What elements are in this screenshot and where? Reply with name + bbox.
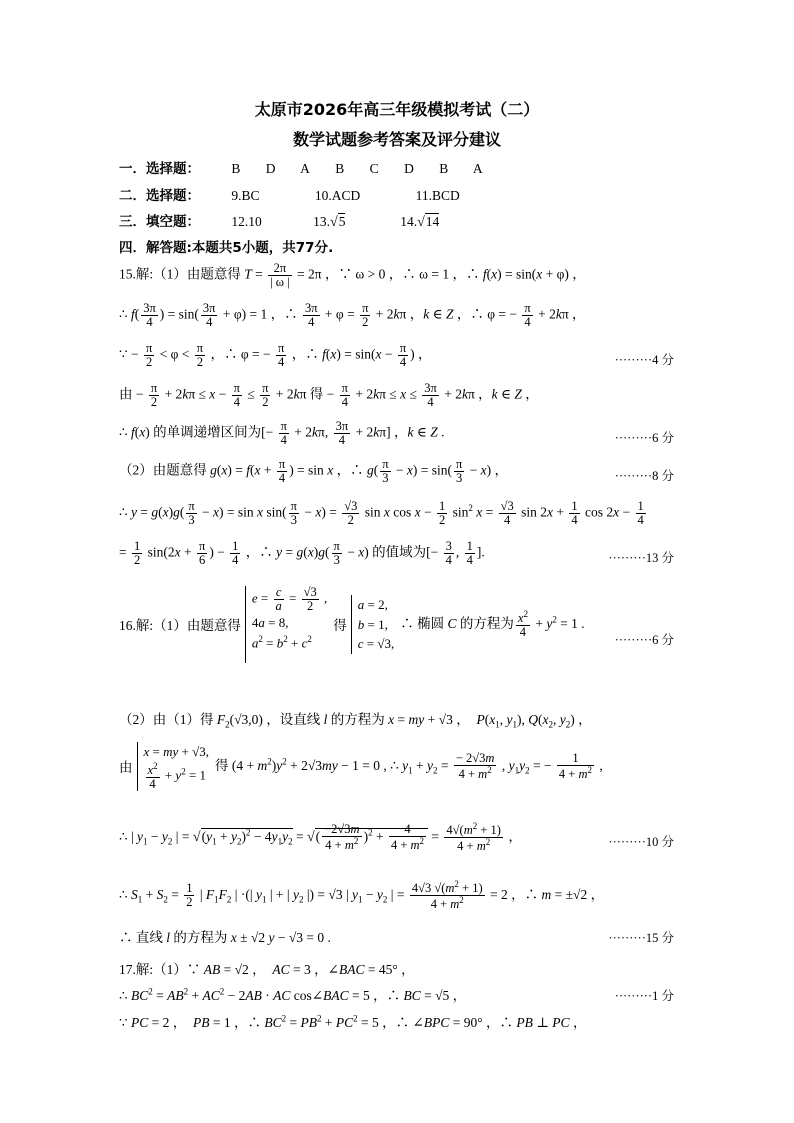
q13-label: 13.	[313, 214, 330, 229]
q17-intro: 17.解:（1）	[119, 962, 187, 977]
section-3-label: 三．填空题：	[119, 214, 200, 230]
q15-line-8: = $\frac{1}{2}$ sin(2x + $\frac{\pi}{6}$ ) − $\frac{1}{4}$ ，∴ y = g(x)g( $\frac{\pi}{3}$ − x) 的值域为[− $\frac{3}{4}$ , $\frac{1}{4}$ ].	[119, 539, 485, 568]
answer-8: A	[472, 161, 483, 176]
q17-score-1: ·········1 分	[614, 989, 674, 1003]
q15-line-7: ∴ y = g(x)g( $\frac{\pi}{3}$ − x) = sin x sin( $\frac{\pi}{3}$ − x) = $\frac{√3}{2}$ sin x cos x − $\frac{1}{2}$ $\sin^2 x$ = $\frac{√3}{4}$ sin 2x + $\frac{1}{4}$ cos 2x − $\frac{1}{4}$	[119, 499, 644, 528]
section-1-label: 一．选择题：	[119, 161, 200, 177]
q15-score-4: ·········4 分	[614, 353, 674, 367]
section-1-row	[119, 157, 505, 177]
q15-line-6: （2）由题意得 g(x) = f(x + $\frac{\pi}{4}$ ) = sin x ，∴ g( $\frac{\pi}{3}$ − x) = sin( $\frac{\pi}{3}$ − x) ，	[119, 457, 509, 486]
q17-line-3: ∵ PC = 2 ， PB = 1 ，∴ $BC^2 = PB^2 + PC^2 = 5$ ，∴ ∠BPC = 90° ，∴ PB ⊥ PC ，	[119, 1013, 587, 1030]
q15-line-3: ∵ − $\frac{\pi}{2}$ < φ < $\frac{\pi}{2}$ ，∴ φ = − $\frac{\pi}{4}$ ，∴ f(x) = sin(x − $\frac{\pi}{4}$ ) ，	[119, 341, 432, 370]
answer-4: B	[335, 161, 345, 176]
q15-line-1: 15.解:（1）由题意得 T = $\frac{2\pi}{| \omega |}$ = 2π ，∵ ω > 0 ，∴ ω = 1 ，∴ f(x) = sin(x + φ) ，	[119, 261, 586, 290]
q15-range-text: 的值域为	[372, 544, 427, 560]
answer-10: 10.ACD	[314, 188, 361, 203]
q16-you: 由	[119, 760, 133, 776]
answer-9: 9.BC	[231, 188, 260, 203]
q14-label: 14.	[400, 214, 418, 229]
q15-score-13: ·········13 分	[608, 551, 674, 565]
q15-get-text: 得	[309, 386, 324, 402]
section-4-label: 四．解答题:本题共5小题，共77分.	[119, 240, 334, 256]
q16-line-text: ∴ 直线	[119, 930, 163, 945]
q15-incr-text: 的单调递增区间为	[153, 424, 262, 440]
q16-get2: 得	[215, 757, 229, 773]
answer-11: 11.BCD	[415, 188, 460, 203]
answer-2: D	[265, 161, 276, 176]
answer-1: B	[231, 161, 241, 176]
q16-ellipse-text: ∴ 椭圆	[400, 615, 445, 631]
page-subtitle: 数学试题参考答案及评分建议	[292, 130, 501, 149]
q16-line-1: 16.解:（1）由题意得e = $\frac{c}{a}$ = $\frac{√3}{2}$ , 4a = 8, $a^2 = b^2 + c^2$得a = 2, b = 1, c = √3,∴ 椭圆 C 的方程为 $\frac{x^2}{4}$ + $y^2 = 1$ .	[119, 586, 585, 663]
q16-intro: 16.解:（1）由题意得	[119, 618, 241, 634]
q12-label: 12.	[231, 214, 249, 229]
q16-part2b: ，设直线	[266, 712, 321, 727]
q12-answer: 10	[248, 214, 262, 229]
answer-6: D	[404, 161, 414, 176]
q14-answer: 14	[425, 214, 440, 229]
q15-part2: （2）由题意得	[119, 462, 207, 478]
q16-score-15: ·········15 分	[608, 931, 674, 945]
q15-line-2: ∴ f( $\frac{3\pi}{4}$ ) = sin( $\frac{3\pi}{4}$ + φ) = 1 ，∴ $\frac{3\pi}{4}$ + φ = $\frac{\pi}{2}$ + 2kπ ，k ∈ Z ，∴ φ = − $\frac{\pi}{4}$ + 2kπ ，	[119, 301, 586, 330]
answer-7: B	[439, 161, 449, 176]
q16-line-5: ∴ $S_1 + S_2$ = $\frac{1}{2}$ | $F_1F_2$ | ·(| $y_1$ | + | $y_2$ |) = √3 | $y_1 - y_2$ | = $\frac{4√3 √(m^2 + 1)}{4 + m^2}$ = 2 ，∴ m = ±√2 ，	[119, 879, 605, 912]
q16-line-6: ∴ 直线 l 的方程为 x ± √2 y − √3 = 0 .	[119, 930, 331, 945]
q15-line-4: 由 − $\frac{\pi}{2}$ + 2kπ ≤ x − $\frac{\pi}{4}$ ≤ $\frac{\pi}{2}$ + 2kπ 得 − $\frac{\pi}{4}$ + 2kπ ≤ x ≤ $\frac{3\pi}{4}$ + 2kπ ，k ∈ Z ，	[119, 381, 539, 410]
q15-score-8: ·········8 分	[614, 469, 674, 483]
q16-line-3: 由x = my + √3, $\frac{x^2}{4}$ + $y^2 = 1$得 $(4 + m^2)y^2 + 2√3my - 1 = 0$ , ∴ $y_1 + y_2$ = $\frac{- 2√3m}{4 + m^2}$ , $y_1y_2$ = − $\frac{1}{4 + m^2}$ ,	[119, 744, 603, 791]
answer-5: C	[369, 161, 379, 176]
section-3-row: 三．填空题： 12.10 13.√5 14.√14	[119, 214, 440, 230]
q16-part2a: （2）由（1）得	[119, 712, 214, 727]
q15-intro: 15.解:（1）由题意得	[119, 266, 241, 282]
section-2-label: 二．选择题：	[119, 188, 200, 204]
q17-line-1: 17.解:（1）∵ AB = √2 ， AC = 3 ，∠BAC = 45° ，	[119, 962, 415, 977]
section-2-row	[119, 184, 482, 204]
answer-3: A	[300, 161, 310, 176]
q16-line-4: ∴ | $y_1 - y_2$ | = $√(y_1 + y_2)^2 - 4y_1y_2$ = √( $\frac{-2√3m}{4 + m^2}$ )$^2$ + $\frac{4}{4 + m^2}$ = $\frac{4√(m^2 + 1)}{4 + m^2}$ ，	[119, 821, 522, 854]
q16-line-eq: 的方程为	[173, 930, 228, 945]
q16-part2c: 的方程为	[330, 712, 385, 727]
q16-score-10: ·········10 分	[608, 835, 674, 849]
q16-line-2: （2）由（1）得 $F_2(√3,0)$ ，设直线 l 的方程为 x = my + √3 ， $P(x_1$, $y_1$), $Q(x_2$, $y_2$) ，	[119, 712, 592, 730]
q13-answer: 5	[338, 214, 346, 229]
q16-get: 得	[333, 618, 347, 634]
q15-score-6: ·········6 分	[614, 431, 674, 445]
q16-score-6: ·········6 分	[614, 633, 674, 647]
q16-equation-text: 的方程为	[459, 615, 514, 631]
q15-line-5: ∴ f(x) 的单调递增区间为[− $\frac{\pi}{4}$ + 2kπ, $\frac{3\pi}{4}$ + 2kπ] ，k ∈ Z .	[119, 419, 445, 448]
q17-line-2: ∴ $BC^2 = AB^2 + AC^2 - 2AB$ · AC cos∠BAC = 5 ，∴ BC = √5 ，	[119, 986, 467, 1003]
page-title: 太原市2026年高三年级模拟考试（二）	[254, 100, 540, 119]
